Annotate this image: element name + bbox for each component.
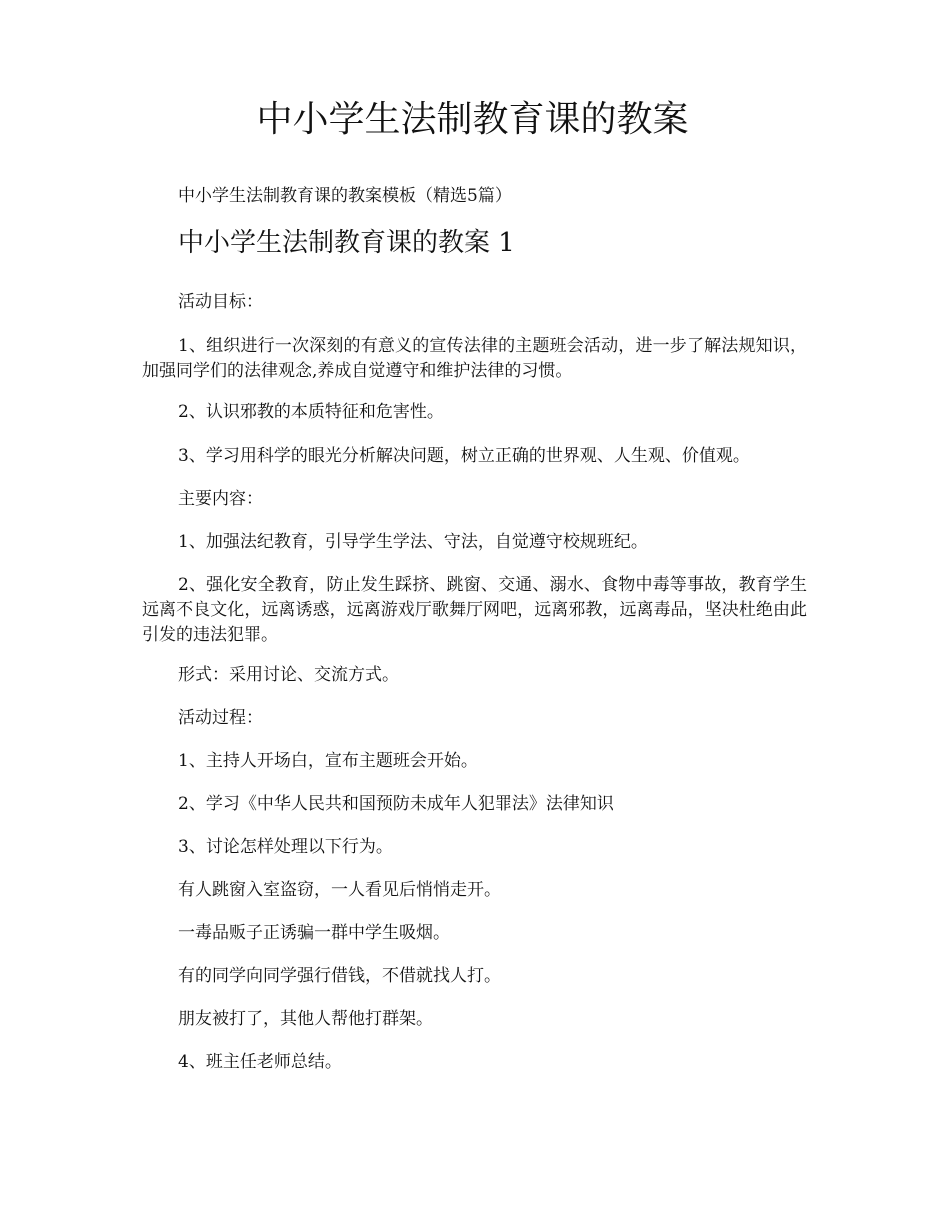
paragraph-case-1: 有人跳窗入室盗窃，一人看见后悄悄走开。	[178, 880, 501, 900]
document-title: 中小学生法制教育课的教案	[256, 99, 689, 140]
paragraph-content-1: 1、加强法纪教育，引导学生学法、守法，自觉遵守校规班纪。	[178, 532, 648, 552]
paragraph-process-1: 1、主持人开场白，宣布主题班会开始。	[178, 751, 478, 771]
section-heading: 中小学生法制教育课的教案 1	[178, 228, 515, 258]
paragraph-process-2: 2、学习《中华人民共和国预防未成年人犯罪法》法律知识	[178, 794, 614, 814]
paragraph-goal-3: 3、学习用科学的眼光分析解决问题，树立正确的世界观、人生观、价值观。	[178, 446, 750, 466]
document-subtitle: 中小学生法制教育课的教案模板（精选5篇）	[178, 186, 512, 206]
paragraph-main-content-label: 主要内容：	[178, 489, 263, 509]
paragraph-goal-2: 2、认识邪教的本质特征和危害性。	[178, 402, 444, 422]
paragraph-case-2: 一毒品贩子正诱骗一群中学生吸烟。	[178, 923, 450, 943]
paragraph-content-2: 2、强化安全教育，防止发生踩挤、跳窗、交通、溺水、食物中毒等事故，教育学生远离不良文化，远离诱惑，远离游戏厅歌舞厅网吧，远离邪教，远离毒品，坚决杜绝由此引发的违法犯罪。	[142, 575, 807, 645]
paragraph-case-4: 朋友被打了，其他人帮他打群架。	[178, 1009, 433, 1029]
paragraph-goal-1: 1、组织进行一次深刻的有意义的宣传法律的主题班会活动，进一步了解法规知识，加强同学们的法律观念,养成自觉遵守和维护法律的习惯。	[142, 336, 807, 381]
paragraph-process-4: 4、班主任老师总结。	[178, 1052, 342, 1072]
paragraph-process-3: 3、讨论怎样处理以下行为。	[178, 837, 393, 857]
paragraph-format: 形式：采用讨论、交流方式。	[178, 665, 399, 685]
paragraph-case-3: 有的同学向同学强行借钱，不借就找人打。	[178, 966, 501, 986]
paragraph-activity-goals-label: 活动目标：	[178, 292, 263, 312]
paragraph-activity-process-label: 活动过程：	[178, 708, 263, 728]
